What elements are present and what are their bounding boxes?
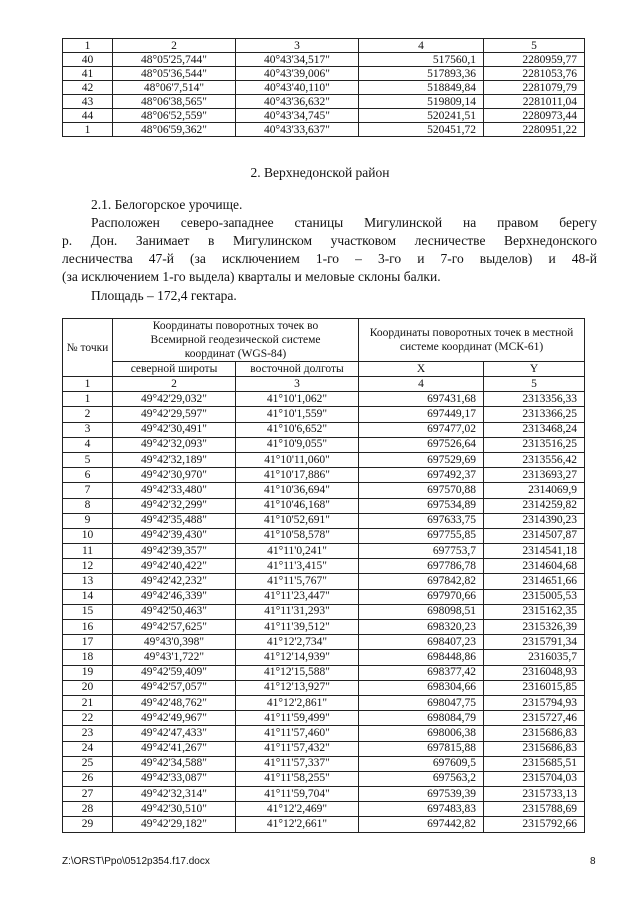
point-number-cell: 27 [63, 787, 113, 802]
point-number-cell: 5 [63, 452, 113, 467]
table-row [63, 407, 585, 422]
point-number-cell: 4 [63, 437, 113, 452]
latitude-cell: 49°42'30,491" [113, 422, 236, 437]
coordinates-table-continuation [62, 38, 585, 137]
point-number-cell: 1 [63, 392, 113, 407]
latitude-cell: 49°43'0,398" [113, 635, 236, 650]
column-number: 2 [113, 377, 236, 392]
x-coordinate-cell: 698377,42 [359, 665, 484, 680]
y-coordinate-cell: 2315788,69 [484, 802, 585, 817]
table-row [63, 756, 585, 771]
y-coordinate-cell: 2315727,46 [484, 711, 585, 726]
table-row [63, 452, 585, 467]
longitude-cell: 40°43'39,006" [236, 67, 359, 81]
y-coordinate-cell: 2315685,51 [484, 756, 585, 771]
latitude-cell: 48°06'59,362" [113, 123, 236, 137]
point-number-cell: 11 [63, 544, 113, 559]
table-row [63, 123, 585, 137]
longitude-cell: 41°12'2,661" [236, 817, 359, 832]
latitude-cell: 48°06'52,559" [113, 109, 236, 123]
latitude-cell: 49°42'33,087" [113, 771, 236, 786]
page-number: 8 [590, 856, 596, 867]
latitude-cell: 49°43'1,722" [113, 650, 236, 665]
longitude-cell: 41°11'58,255" [236, 771, 359, 786]
table-row [63, 695, 585, 710]
table-row [63, 771, 585, 786]
latitude-cell: 48°06'7,514" [113, 81, 236, 95]
longitude-cell: 41°12'14,939" [236, 650, 359, 665]
table-row [63, 741, 585, 756]
latitude-cell: 49°42'47,433" [113, 726, 236, 741]
section-title: 2. Верхнедонской район [250, 165, 390, 180]
longitude-cell: 40°43'33,637" [236, 123, 359, 137]
longitude-cell: 41°12'15,588" [236, 665, 359, 680]
y-coordinate-cell: 2314069,9 [484, 483, 585, 498]
point-number-cell: 14 [63, 589, 113, 604]
y-coordinate-cell: 2314259,82 [484, 498, 585, 513]
y-coordinate-cell: 2313693,27 [484, 468, 585, 483]
latitude-cell: 49°42'40,422" [113, 559, 236, 574]
table-row [63, 574, 585, 589]
longitude-cell: 40°43'34,745" [236, 109, 359, 123]
x-coordinate-cell: 697539,39 [359, 787, 484, 802]
latitude-cell: 49°42'32,093" [113, 437, 236, 452]
table-row [63, 81, 585, 95]
latitude-cell: 49°42'30,510" [113, 802, 236, 817]
x-coordinate-cell: 697753,7 [359, 544, 484, 559]
latitude-cell: 49°42'48,762" [113, 695, 236, 710]
longitude-cell: 40°43'34,517" [236, 53, 359, 67]
column-numbering-row [63, 39, 585, 53]
x-coordinate-cell: 697842,82 [359, 574, 484, 589]
y-coordinate-cell: 2314541,18 [484, 544, 585, 559]
latitude-cell: 49°42'57,625" [113, 620, 236, 635]
x-coordinate-cell: 698047,75 [359, 695, 484, 710]
column-numbering-row [63, 377, 585, 392]
y-coordinate-cell: 2314604,68 [484, 559, 585, 574]
y-coordinate-cell: 2316015,85 [484, 680, 585, 695]
header-wgs84: Координаты поворотных точек во Всемирной геодезической системе координат (WGS-84) [113, 319, 359, 362]
description-line: (за исключением 1-го выдела) кварталы и меловые склоны балки. [62, 269, 441, 284]
point-number-cell: 10 [63, 528, 113, 543]
x-coordinate-cell: 698407,23 [359, 635, 484, 650]
longitude-cell: 41°10'6,652" [236, 422, 359, 437]
latitude-cell: 49°42'33,480" [113, 483, 236, 498]
longitude-cell: 41°11'57,337" [236, 756, 359, 771]
longitude-cell: 41°12'13,927" [236, 680, 359, 695]
table-row [63, 726, 585, 741]
y-coordinate-cell: 2315733,13 [484, 787, 585, 802]
y-coordinate-cell: 2315791,34 [484, 635, 585, 650]
table-row [63, 422, 585, 437]
y-coordinate-cell: 2316048,93 [484, 665, 585, 680]
point-number-cell: 7 [63, 483, 113, 498]
x-coordinate-cell: 697529,69 [359, 452, 484, 467]
latitude-cell: 49°42'30,970" [113, 468, 236, 483]
header-msk61: Координаты поворотных точек в местной системе координат (МСК-61) [359, 319, 585, 362]
point-number-cell: 1 [63, 123, 113, 137]
x-coordinate-cell: 520241,51 [359, 109, 484, 123]
latitude-cell: 49°42'41,267" [113, 741, 236, 756]
x-coordinate-cell: 697815,88 [359, 741, 484, 756]
x-coordinate-cell: 697534,89 [359, 498, 484, 513]
table-row [63, 787, 585, 802]
point-number-cell: 8 [63, 498, 113, 513]
table-row [63, 498, 585, 513]
x-coordinate-cell: 698098,51 [359, 604, 484, 619]
longitude-cell: 41°10'58,578" [236, 528, 359, 543]
longitude-cell: 41°12'2,734" [236, 635, 359, 650]
point-number-cell: 41 [63, 67, 113, 81]
longitude-cell: 41°11'5,767" [236, 574, 359, 589]
description-line: лесничества 47-й (за исключением 1-го – 3-го и 7-го выделов) и 48-й [62, 251, 597, 266]
latitude-cell: 49°42'32,189" [113, 452, 236, 467]
column-number: 4 [359, 39, 484, 53]
y-coordinate-cell: 2281011,04 [484, 95, 585, 109]
longitude-cell: 41°11'57,432" [236, 741, 359, 756]
table-row [63, 483, 585, 498]
subheader-x: X [359, 362, 484, 377]
y-coordinate-cell: 2315686,83 [484, 741, 585, 756]
table-row [63, 67, 585, 81]
point-number-cell: 44 [63, 109, 113, 123]
y-coordinate-cell: 2313356,33 [484, 392, 585, 407]
x-coordinate-cell: 697492,37 [359, 468, 484, 483]
point-number-cell: 18 [63, 650, 113, 665]
point-number-cell: 29 [63, 817, 113, 832]
point-number-cell: 9 [63, 513, 113, 528]
column-number: 1 [63, 39, 113, 53]
y-coordinate-cell: 2315005,53 [484, 589, 585, 604]
y-coordinate-cell: 2313556,42 [484, 452, 585, 467]
point-number-cell: 19 [63, 665, 113, 680]
longitude-cell: 41°11'23,447" [236, 589, 359, 604]
y-coordinate-cell: 2280951,22 [484, 123, 585, 137]
table-row [63, 711, 585, 726]
x-coordinate-cell: 698084,79 [359, 711, 484, 726]
x-coordinate-cell: 698448,86 [359, 650, 484, 665]
latitude-cell: 49°42'50,463" [113, 604, 236, 619]
latitude-cell: 49°42'29,032" [113, 392, 236, 407]
longitude-cell: 41°10'1,062" [236, 392, 359, 407]
y-coordinate-cell: 2313468,24 [484, 422, 585, 437]
x-coordinate-cell: 697563,2 [359, 771, 484, 786]
x-coordinate-cell: 517893,36 [359, 67, 484, 81]
point-number-cell: 13 [63, 574, 113, 589]
longitude-cell: 41°12'2,469" [236, 802, 359, 817]
y-coordinate-cell: 2315686,83 [484, 726, 585, 741]
longitude-cell: 41°11'39,512" [236, 620, 359, 635]
latitude-cell: 49°42'46,339" [113, 589, 236, 604]
latitude-cell: 48°05'36,544" [113, 67, 236, 81]
point-number-cell: 21 [63, 695, 113, 710]
table-row [63, 650, 585, 665]
point-number-cell: 16 [63, 620, 113, 635]
table-row [63, 635, 585, 650]
latitude-cell: 49°42'57,057" [113, 680, 236, 695]
table-row [63, 604, 585, 619]
description-line: р. Дон. Занимает в Мигулинском участковом лесничестве Верхнедонского [62, 233, 597, 248]
table-row [63, 513, 585, 528]
subheader-y: Y [484, 362, 585, 377]
area-text: Площадь – 172,4 гектара. [91, 288, 237, 303]
longitude-cell: 41°11'57,460" [236, 726, 359, 741]
longitude-cell: 41°11'3,415" [236, 559, 359, 574]
table-header-row [63, 319, 585, 362]
point-number-cell: 20 [63, 680, 113, 695]
subheader-longitude: восточной долготы [236, 362, 359, 377]
point-number-cell: 43 [63, 95, 113, 109]
y-coordinate-cell: 2316035,7 [484, 650, 585, 665]
longitude-cell: 40°43'40,110" [236, 81, 359, 95]
latitude-cell: 49°42'32,314" [113, 787, 236, 802]
y-coordinate-cell: 2315326,39 [484, 620, 585, 635]
y-coordinate-cell: 2314390,23 [484, 513, 585, 528]
point-number-cell: 25 [63, 756, 113, 771]
longitude-cell: 41°10'52,691" [236, 513, 359, 528]
column-number: 3 [236, 377, 359, 392]
longitude-cell: 41°10'11,060" [236, 452, 359, 467]
longitude-cell: 41°10'46,168" [236, 498, 359, 513]
footer-file-path: Z:\ORST\Ppo\0512p354.f17.docx [62, 856, 210, 867]
longitude-cell: 41°10'17,886" [236, 468, 359, 483]
point-number-cell: 6 [63, 468, 113, 483]
y-coordinate-cell: 2314651,66 [484, 574, 585, 589]
x-coordinate-cell: 697442,82 [359, 817, 484, 832]
table-row [63, 620, 585, 635]
table-row [63, 802, 585, 817]
x-coordinate-cell: 518849,84 [359, 81, 484, 95]
longitude-cell: 41°12'2,861" [236, 695, 359, 710]
point-number-cell: 24 [63, 741, 113, 756]
point-number-cell: 40 [63, 53, 113, 67]
latitude-cell: 48°06'38,565" [113, 95, 236, 109]
longitude-cell: 41°11'59,704" [236, 787, 359, 802]
x-coordinate-cell: 697609,5 [359, 756, 484, 771]
y-coordinate-cell: 2280959,77 [484, 53, 585, 67]
y-coordinate-cell: 2315794,93 [484, 695, 585, 710]
latitude-cell: 49°42'49,967" [113, 711, 236, 726]
y-coordinate-cell: 2281053,76 [484, 67, 585, 81]
latitude-cell: 49°42'59,409" [113, 665, 236, 680]
table-row [63, 559, 585, 574]
y-coordinate-cell: 2315792,66 [484, 817, 585, 832]
table-row [63, 392, 585, 407]
longitude-cell: 41°11'0,241" [236, 544, 359, 559]
x-coordinate-cell: 697431,68 [359, 392, 484, 407]
latitude-cell: 48°05'25,744" [113, 53, 236, 67]
latitude-cell: 49°42'29,182" [113, 817, 236, 832]
point-number-cell: 42 [63, 81, 113, 95]
x-coordinate-cell: 697786,78 [359, 559, 484, 574]
coordinates-table [62, 318, 585, 833]
x-coordinate-cell: 697970,66 [359, 589, 484, 604]
table-row [63, 528, 585, 543]
latitude-cell: 49°42'35,488" [113, 513, 236, 528]
column-number: 1 [63, 377, 113, 392]
point-number-cell: 23 [63, 726, 113, 741]
latitude-cell: 49°42'39,430" [113, 528, 236, 543]
point-number-cell: 3 [63, 422, 113, 437]
y-coordinate-cell: 2314507,87 [484, 528, 585, 543]
longitude-cell: 41°10'1,559" [236, 407, 359, 422]
point-number-cell: 26 [63, 771, 113, 786]
x-coordinate-cell: 697633,75 [359, 513, 484, 528]
x-coordinate-cell: 520451,72 [359, 123, 484, 137]
x-coordinate-cell: 698006,38 [359, 726, 484, 741]
latitude-cell: 49°42'39,357" [113, 544, 236, 559]
column-number: 4 [359, 377, 484, 392]
subheader-latitude: северной широты [113, 362, 236, 377]
x-coordinate-cell: 697477,02 [359, 422, 484, 437]
longitude-cell: 41°11'59,499" [236, 711, 359, 726]
table-row [63, 437, 585, 452]
x-coordinate-cell: 698304,66 [359, 680, 484, 695]
x-coordinate-cell: 519809,14 [359, 95, 484, 109]
longitude-cell: 40°43'36,632" [236, 95, 359, 109]
point-number-cell: 22 [63, 711, 113, 726]
point-number-cell: 15 [63, 604, 113, 619]
point-number-cell: 17 [63, 635, 113, 650]
table-row [63, 680, 585, 695]
header-point-number: № точки [63, 319, 113, 377]
latitude-cell: 49°42'42,232" [113, 574, 236, 589]
x-coordinate-cell: 697526,64 [359, 437, 484, 452]
point-number-cell: 12 [63, 559, 113, 574]
x-coordinate-cell: 697755,85 [359, 528, 484, 543]
x-coordinate-cell: 697483,83 [359, 802, 484, 817]
column-number: 2 [113, 39, 236, 53]
latitude-cell: 49°42'34,588" [113, 756, 236, 771]
table-row [63, 95, 585, 109]
y-coordinate-cell: 2280973,44 [484, 109, 585, 123]
table-row [63, 53, 585, 67]
y-coordinate-cell: 2315162,35 [484, 604, 585, 619]
point-number-cell: 28 [63, 802, 113, 817]
description-line: Расположен северо-западнее станицы Мигулинской на правом берегу [91, 215, 597, 230]
longitude-cell: 41°11'31,293" [236, 604, 359, 619]
table-row [63, 589, 585, 604]
table-row [63, 468, 585, 483]
latitude-cell: 49°42'29,597" [113, 407, 236, 422]
table-row [63, 109, 585, 123]
y-coordinate-cell: 2313516,25 [484, 437, 585, 452]
x-coordinate-cell: 697449,17 [359, 407, 484, 422]
longitude-cell: 41°10'9,055" [236, 437, 359, 452]
y-coordinate-cell: 2313366,25 [484, 407, 585, 422]
table-row [63, 817, 585, 832]
point-number-cell: 2 [63, 407, 113, 422]
table-subheader-row [63, 362, 585, 377]
column-number: 5 [484, 39, 585, 53]
column-number: 3 [236, 39, 359, 53]
column-number: 5 [484, 377, 585, 392]
x-coordinate-cell: 697570,88 [359, 483, 484, 498]
x-coordinate-cell: 517560,1 [359, 53, 484, 67]
latitude-cell: 49°42'32,299" [113, 498, 236, 513]
longitude-cell: 41°10'36,694" [236, 483, 359, 498]
subsection-title: 2.1. Белогорское урочище. [91, 197, 243, 212]
table-row [63, 544, 585, 559]
table-row [63, 665, 585, 680]
x-coordinate-cell: 698320,23 [359, 620, 484, 635]
y-coordinate-cell: 2281079,79 [484, 81, 585, 95]
y-coordinate-cell: 2315704,03 [484, 771, 585, 786]
